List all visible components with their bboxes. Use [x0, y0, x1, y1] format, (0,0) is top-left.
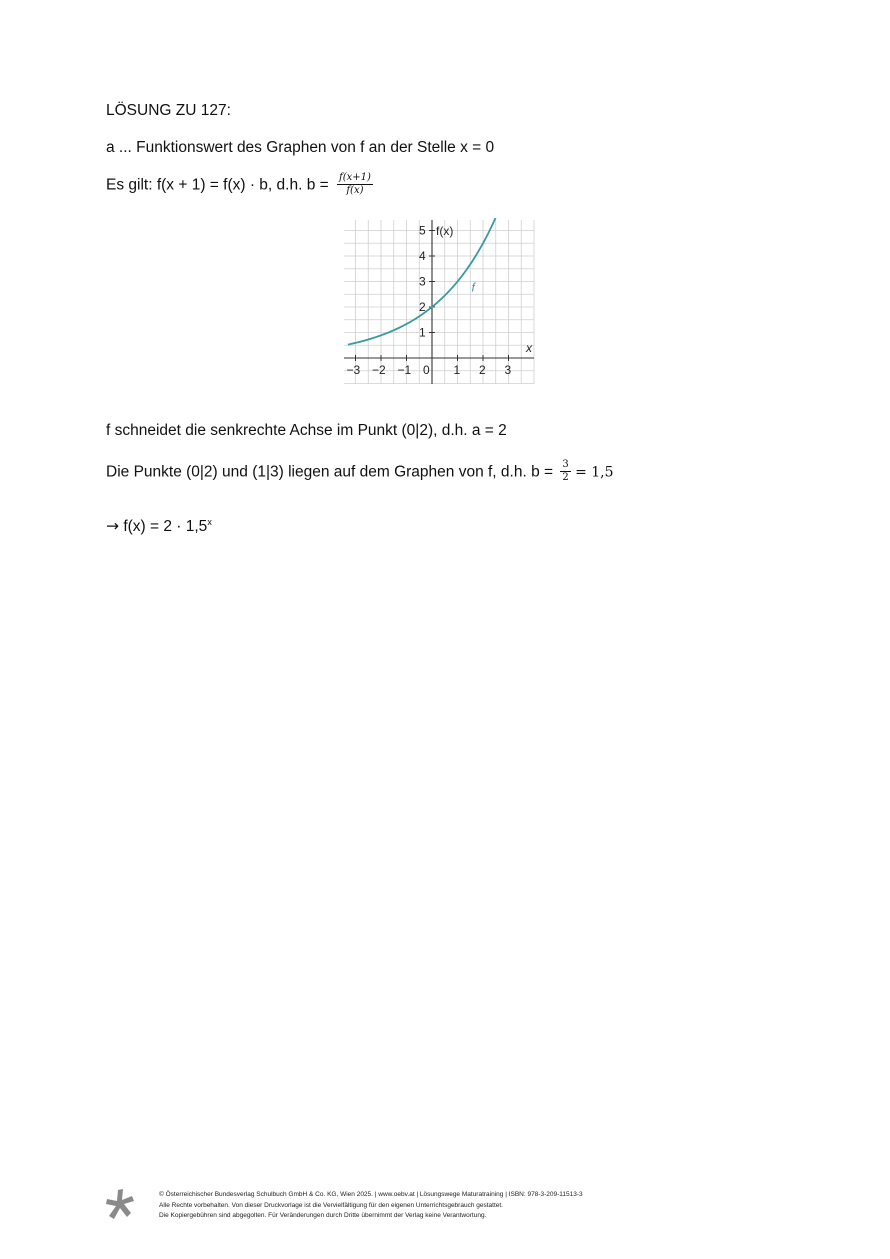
y-tick-label: 3 [419, 274, 426, 289]
y-tick-label: 1 [419, 325, 426, 340]
y-tick-label: 2 [419, 300, 426, 314]
line-a: a ... Funktionswert des Graphen von f an der Stelle x = 0 [106, 139, 495, 156]
fraction-b [337, 172, 373, 197]
heading: LÖSUNG ZU 127: [106, 102, 231, 119]
arrow-icon: → [106, 517, 119, 536]
fraction-b-numerator: f(x+1) [339, 172, 371, 183]
publisher-logo-icon [105, 1188, 135, 1220]
footer-line-2: Alle Rechte vorbehalten. Von dieser Druckvorlage ist die Vervielfältigung für den eigenen Unterrichtsgebrauch gestattet. [159, 1201, 503, 1209]
footer-line-1: © Österreichischer Bundesverlag Schulbuch GmbH & Co. KG, Wien 2025. | www.oebv.at | Lösungswege Maturatraining | ISBN: 978-3-209-11513-3 [159, 1191, 583, 1198]
x-tick-label: 3 [504, 363, 512, 377]
fraction-three-halves [560, 459, 570, 484]
result-text: f(x) = 2 · 1,5 [123, 518, 208, 536]
fraction-denominator: 2 [562, 472, 569, 483]
line-schneidet: f schneidet die senkrechte Achse im Punkt (0|2), d.h. a = 2 [106, 422, 507, 439]
y-tick-label: 5 [419, 223, 426, 238]
fraction-result: = 1,5 [575, 464, 614, 481]
footer [159, 1190, 583, 1222]
x-axis-label: x [526, 341, 532, 355]
function-graph [344, 218, 538, 386]
line-punkte [106, 460, 614, 485]
x-tick-label: 0 [423, 363, 430, 377]
result-line [106, 517, 212, 536]
series-f-label: f [471, 280, 475, 295]
x-tick-label: −3 [346, 363, 361, 377]
fraction-b-denominator: f(x) [346, 185, 364, 196]
es-gilt-text: Es gilt: f(x + 1) = f(x) · b, d.h. b = [106, 176, 329, 194]
footer-line-3: Die Kopiergebühren sind abgegolten. Für Veränderungen durch Dritte übernimmt der Verlag keine Verantwortung. [159, 1212, 487, 1219]
x-tick-label: 2 [479, 363, 486, 377]
y-axis-label: f(x) [436, 224, 454, 238]
punkte-text: Die Punkte (0|2) und (1|3) liegen auf dem Graphen von f, d.h. b = [106, 463, 554, 481]
x-tick-label: −2 [372, 363, 386, 377]
line-es-gilt [106, 173, 373, 198]
y-tick-label: 4 [419, 249, 426, 263]
x-tick-label: −1 [397, 363, 412, 377]
x-tick-label: 1 [453, 363, 461, 377]
result-exponent: x [207, 517, 212, 527]
fraction-numerator: 3 [562, 459, 569, 470]
